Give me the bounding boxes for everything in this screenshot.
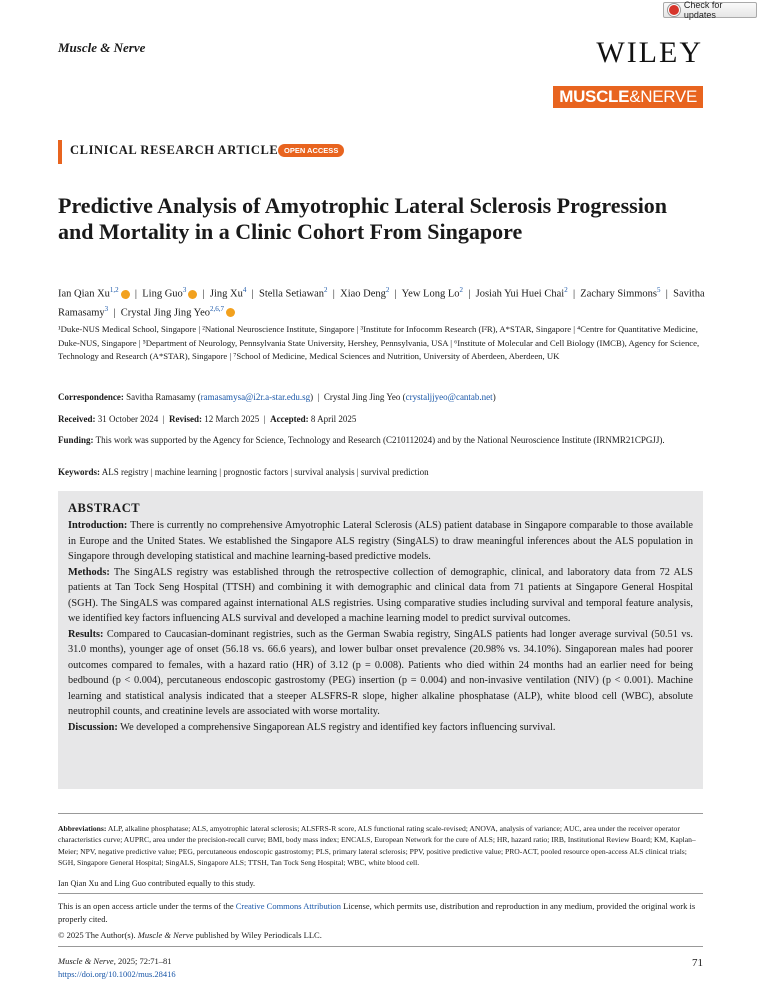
author-separator: | [567,288,581,300]
orcid-icon[interactable] [188,290,197,299]
open-access-badge: OPEN ACCESS [278,144,344,157]
orcid-icon[interactable] [226,308,235,317]
author-list [58,283,708,320]
page-number: 71 [692,957,703,969]
funding: Funding: This work was supported by the Agency for Science, Technology and Research (C210112024) and by the National Neuroscience Institute (IRNMR21CPGJJ). [58,435,665,445]
check-for-updates-label: Check for updates [683,0,723,20]
author-name: Yew Long Lo [401,288,460,300]
author-name: Josiah Yui Huei Chai [475,288,565,300]
equal-contribution-note: Ian Qian Xu and Ling Guo contributed equally to this study. [58,879,256,888]
license-link[interactable]: Creative Commons Attribution [235,901,342,911]
copyright: © 2025 The Author(s). Muscle & Nerve published by Wiley Periodicals LLC. [58,930,322,940]
author-separator: | [197,288,210,300]
keywords: Keywords: ALS registry | machine learning | prognostic factors | survival analysis | survival prediction [58,467,429,477]
author-separator: | [463,288,476,300]
abstract-heading: ABSTRACT [68,501,141,515]
abstract-introduction: Introduction: There is currently no comprehensive Amyotrophic Lateral Sclerosis (ALS) patient database in Singapore comparable to those available in Europe and the United States. We established the Singapore ALS registry (SingALS) to draw meaningful inferences about the ALS population in Singapore through developing statistical and machine learning-based predictive models. [68,520,693,562]
footer-rule [58,946,703,947]
check-for-updates-button[interactable] [663,2,757,18]
author-affiliation-sup[interactable]: 2 [459,286,463,294]
abstract-methods: Methods: The SingALS registry was established through the retrospective collection of demographic, clinical, and laboratory data from 72 ALS patients at Tan Tock Seng Hospital (TTSH) and combining it with demographic and clinical data from 71 patients at Singapore General Hospital (SGH). The SingALS was compared against international ALS registries. Using comparative studies including survival and temporal feature analysis, we identified key factors influencing ALS survival and developed a machine learning model to predict survival outcomes. [68,566,693,624]
abbreviations-rule [58,813,703,814]
author-affiliation-sup[interactable]: 2 [385,286,390,294]
abstract-box [58,491,703,789]
author-name: Ling Guo [142,288,183,300]
author-affiliation-sup[interactable]: 3 [182,286,187,294]
license-text: This is an open access article under the terms of the Creative Commons Attribution License, which permits use, distribution and reproduction in any medium, provided the original work is properly cited. [58,901,696,924]
email-link-1[interactable]: ramasamysa@i2r.a-star.edu.sg [200,392,311,402]
journal-brand-logo: MUSCLE&NERVE [553,86,703,108]
journal-name: Muscle & Nerve [58,40,146,55]
article-type: CLINICAL RESEARCH ARTICLE [70,143,279,157]
update-icon [668,4,680,16]
author-name: Stella Setiawan [259,288,325,300]
author-separator: | [129,288,143,300]
author-name: Zachary Simmons [580,288,657,300]
author-affiliation-sup[interactable]: 2 [324,286,328,294]
author-name: Ian Qian Xu [58,288,110,300]
abstract-discussion: Discussion: We developed a comprehensive Singaporean ALS registry and identified key factors influencing survival. [68,721,556,733]
citation: Muscle & Nerve, 2025; 72:71–81 https://doi.org/10.1002/mus.28416 [58,956,176,979]
author-affiliation-sup[interactable]: 1,2 [109,286,119,294]
affiliations: ¹Duke-NUS Medical School, Singapore | ²National Neuroscience Institute, Singapore | ³Institute for Infocomm Research (I²R), A*STAR, Singapore | ⁴Centre for Quantitative Medicine, Duke-NUS, Singapore | ⁵Department of Neurology, Pennsylvania State University, Hershey, Pennsylvania, USA | ⁶Institute of Molecular and Cell Biology (IMCB), Agency for Science, Technology and Research (A*STAR), Singapore | ⁷School of Medicine, Medical Sciences and Nutrition, University of Aberdeen, Aberdeen, UK [58,324,700,361]
author-separator: | [108,307,121,318]
author-name: Xiao Deng [340,288,386,300]
abstract-results: Results: Compared to Caucasian-dominant registries, such as the German Swabia registry, SingALS patients had longer average survival (50.51 vs. 31.0 months), younger age of onset (56.18 vs. 66.6 years), and lower bulbar onset prevalence (20.98% vs. 34.10%). Singaporean males had poorer outcomes compared to females, with a hazard ratio (HR) of 3.12 (p = 0.008). Patients who died within 24 months had an earlier need for being bedbound (p < 0.004), percutaneous endoscopic gastrostomy (PEG) insertion (p = 0.004) and non-invasive ventilation (NIV) (p < 0.001). Machine learning and statistical analysis indicated that a steeper ALSFRS-R slope, higher alkaline phosphatase (ALP), white blood cell (WBC), absolute neutrophil counts, and creatinine levels are associated with worse mortality. [68,628,693,717]
author-separator: | [660,288,674,300]
article-title: Predictive Analysis of Amyotrophic Lateral Sclerosis Progression and Mortality in a Clinic Cohort From Singapore [58,193,668,244]
publisher-logo: WILEY [596,36,703,69]
author-name: Jing Xu [209,288,243,300]
author-affiliation-sup[interactable]: 2 [564,286,568,294]
license-rule [58,893,703,894]
author-name: Savitha Ramasamy [58,288,705,318]
author-affiliation-sup[interactable]: 5 [657,286,661,294]
author-separator: | [246,288,259,300]
author-separator: | [327,288,341,300]
author-name: Crystal Jing Jing Yeo [120,307,211,318]
doi-link[interactable]: https://doi.org/10.1002/mus.28416 [58,969,176,979]
correspondence: Correspondence: Savitha Ramasamy (ramasamysa@i2r.a-star.edu.sg) | Crystal Jing Jing Yeo (crystaljjyeo@cantab.net) [58,392,496,402]
author-affiliation-sup[interactable]: 2,6,7 [210,304,225,313]
author-affiliation-sup[interactable]: 3 [104,304,109,313]
dates: Received: 31 October 2024 | Revised: 12 March 2025 | Accepted: 8 April 2025 [58,414,357,424]
email-link-2[interactable]: crystaljjyeo@cantab.net [405,392,493,402]
article-type-bar [58,140,62,164]
author-affiliation-sup[interactable]: 4 [242,286,247,294]
orcid-icon[interactable] [121,290,130,299]
author-separator: | [389,288,402,300]
abbreviations: Abbreviations: ALP, alkaline phosphatase; ALS, amyotrophic lateral sclerosis; ALSFRS-R score, ALS functional rating scale-revised; ANOVA, analysis of variance; AUC, area under the receiver operator characteristics curve; AUPRC, area under the precision-recall curve; BMI, body mass index; ENCALS, European Network for the cure of ALS; HR, hazard ratio; IRB, Institutional Review Board; KM, Kaplan–Meier; NPV, negative predictive value; PEG, percutaneous endoscopic gastrostomy; PLS, primary lateral sclerosis; PPV, positive predictive value; PRO-ACT, pooled resource open-access ALS clinical trials; SGH, Singapore General Hospital; SingALS, Singapore ALS; TTSH, Tan Tock Seng Hospital; WBC, white blood cell. [58,824,696,868]
